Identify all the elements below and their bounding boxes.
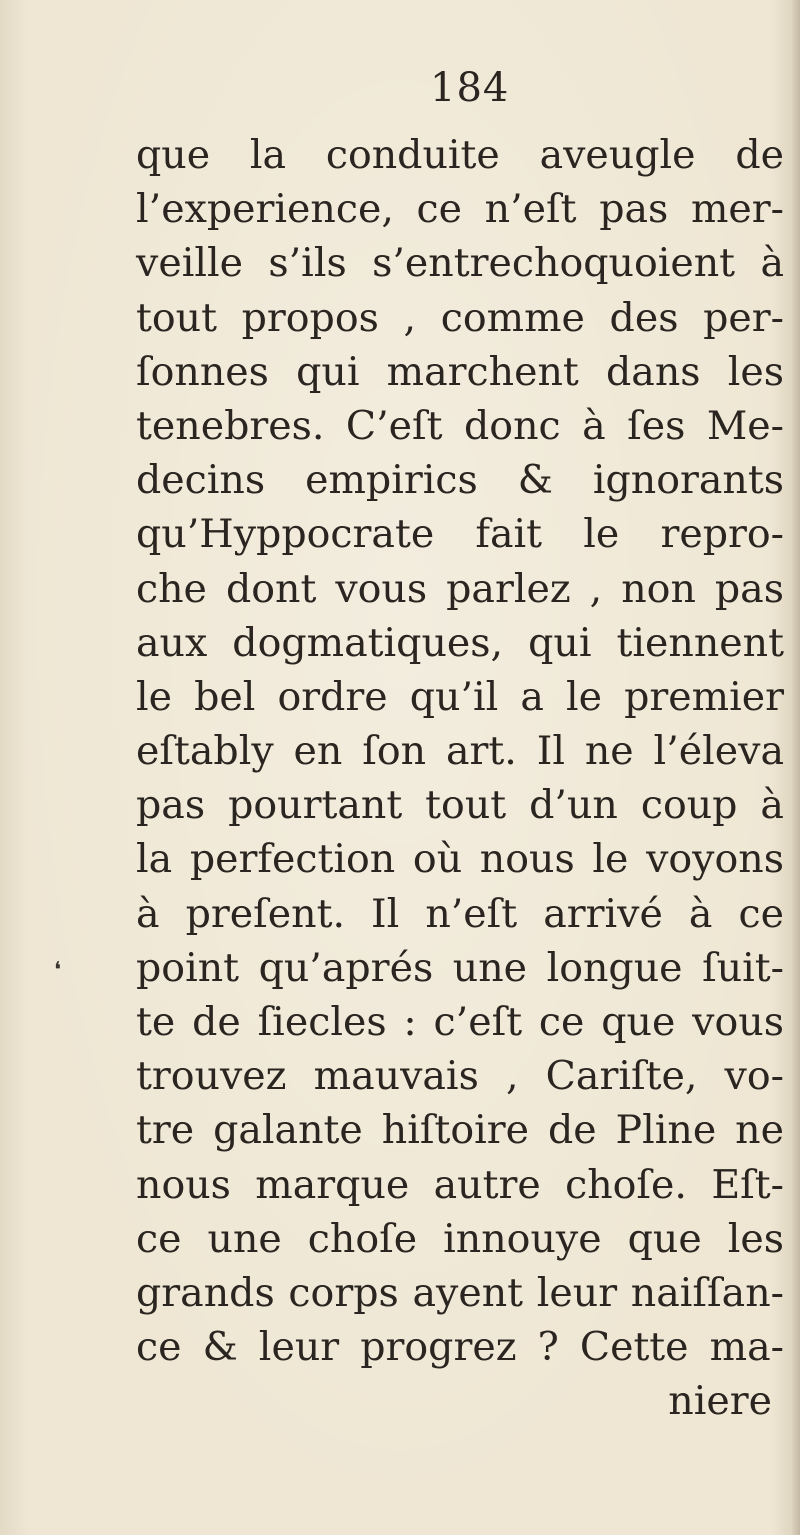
body-text	[136, 128, 784, 1429]
catchword: niere	[668, 1378, 772, 1425]
page-edge	[792, 0, 800, 1535]
text-line: trouvez mauvais , Cariſte, vo-	[136, 1053, 784, 1100]
text-line: qu’Hyppocrate fait le repro-	[136, 511, 784, 558]
text-line: tenebres. C’eſt donc à ſes Me-	[136, 402, 784, 449]
text-line: decins empirics & ignorants	[136, 457, 784, 504]
text-line: aux dogmatiques, qui tiennent	[136, 619, 784, 666]
text-line: l’experience, ce n’eſt pas mer-	[136, 186, 784, 233]
text-line: à preſent. Il n’eſt arrivé à ce	[136, 890, 784, 937]
text-line: grands corps ayent leur naiſſan-	[136, 1269, 784, 1316]
page-number: 184	[430, 65, 510, 111]
text-line: che dont vous parlez , non pas	[136, 565, 784, 612]
text-line: te de ſiecles : c’eſt ce que vous	[136, 999, 784, 1045]
margin-mark: ❛	[54, 958, 62, 983]
text-line: le bel ordre qu’il a le premier	[136, 673, 784, 720]
text-line: tout propos , comme des per-	[136, 294, 784, 341]
text-line: ce & leur progrez ? Cette ma-	[136, 1324, 784, 1371]
text-line: tre galante hiſtoire de Pline ne	[136, 1107, 784, 1154]
text-line: eſtably en ſon art. Il ne l’éleva	[136, 728, 784, 775]
text-line: ſonnes qui marchent dans les	[136, 348, 784, 395]
text-line: que la conduite aveugle de	[136, 132, 784, 178]
text-line: point qu’aprés une longue ſuit-	[136, 944, 784, 991]
text-line: pas pourtant tout d’un coup à	[136, 782, 784, 829]
text-line: veille s’ils s’entrechoquoient à	[136, 240, 784, 287]
text-line: la perfection où nous le voyons	[136, 836, 784, 883]
text-line: ce une choſe innouye que les	[136, 1215, 784, 1262]
text-line: nous marque autre choſe. Eſt-	[136, 1161, 784, 1208]
